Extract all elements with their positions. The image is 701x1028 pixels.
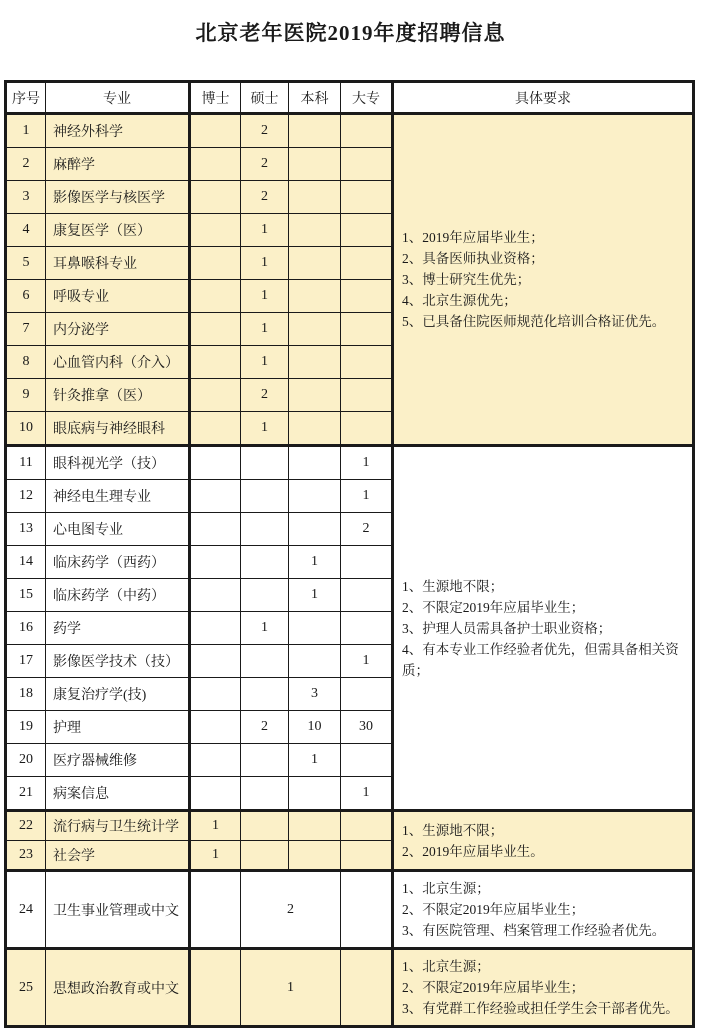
doctorate-count-cell <box>190 114 241 148</box>
bachelor-count-cell <box>289 645 341 678</box>
requirement-line: 4、北京生源优先； <box>402 293 517 308</box>
bachelor-count-cell <box>289 247 341 280</box>
doctorate-count-cell: 1 <box>190 841 241 871</box>
doctorate-count-cell <box>190 645 241 678</box>
row-number-cell: 13 <box>6 513 46 546</box>
bachelor-count-cell <box>289 181 341 214</box>
master-count-cell <box>241 645 289 678</box>
row-number-cell: 14 <box>6 546 46 579</box>
major-cell: 心血管内科（介入） <box>46 346 190 379</box>
requirements-cell <box>393 811 694 871</box>
associate-count-cell <box>341 871 393 949</box>
master-count-cell <box>241 678 289 711</box>
row-number-cell: 10 <box>6 412 46 446</box>
master-count-cell <box>241 841 289 871</box>
bachelor-count-cell <box>289 280 341 313</box>
doctorate-count-cell: 1 <box>190 811 241 841</box>
major-cell: 康复医学（医） <box>46 214 190 247</box>
master-count-cell: 2 <box>241 114 289 148</box>
requirement-line: 3、博士研究生优先； <box>402 272 531 287</box>
major-cell: 心电图专业 <box>46 513 190 546</box>
major-cell: 神经电生理专业 <box>46 480 190 513</box>
associate-count-cell <box>341 313 393 346</box>
major-cell: 临床药学（中药） <box>46 579 190 612</box>
master-count-cell <box>241 777 289 811</box>
major-cell: 医疗器械维修 <box>46 744 190 777</box>
bachelor-count-cell <box>289 214 341 247</box>
row-number-cell: 17 <box>6 645 46 678</box>
associate-count-cell: 1 <box>341 480 393 513</box>
major-cell: 康复治疗学(技) <box>46 678 190 711</box>
major-cell: 病案信息 <box>46 777 190 811</box>
row-number-cell: 15 <box>6 579 46 612</box>
column-header-master: 硕士 <box>241 82 289 114</box>
master-count-cell <box>241 513 289 546</box>
requirement-line: 5、已具备住院医师规范化培训合格证优先。 <box>402 314 666 329</box>
associate-count-cell: 2 <box>341 513 393 546</box>
doctorate-count-cell <box>190 412 241 446</box>
associate-count-cell <box>341 811 393 841</box>
table-row <box>6 871 694 949</box>
major-cell: 神经外科学 <box>46 114 190 148</box>
doctorate-count-cell <box>190 214 241 247</box>
master-count-cell: 1 <box>241 313 289 346</box>
major-cell: 社会学 <box>46 841 190 871</box>
column-header-no: 序号 <box>6 82 46 114</box>
associate-count-cell <box>341 546 393 579</box>
row-number-cell: 4 <box>6 214 46 247</box>
doctorate-count-cell <box>190 513 241 546</box>
bachelor-count-cell <box>289 446 341 480</box>
bachelor-count-cell <box>289 480 341 513</box>
row-number-cell: 2 <box>6 148 46 181</box>
table-row <box>6 114 694 148</box>
requirement-line: 1、北京生源； <box>402 881 490 896</box>
row-number-cell: 7 <box>6 313 46 346</box>
associate-count-cell <box>341 678 393 711</box>
master-count-cell: 1 <box>241 280 289 313</box>
bachelor-count-cell <box>289 379 341 412</box>
associate-count-cell <box>341 148 393 181</box>
row-number-cell: 6 <box>6 280 46 313</box>
requirement-line: 1、生源地不限； <box>402 822 504 838</box>
associate-count-cell <box>341 579 393 612</box>
requirement-line: 4、有本专业工作经验者优先，但需具备相关资质； <box>402 641 679 678</box>
bachelor-count-cell <box>289 346 341 379</box>
requirement-line: 2、具备医师执业资格； <box>402 251 544 266</box>
doctorate-count-cell <box>190 181 241 214</box>
master-count-cell <box>241 446 289 480</box>
master-count-cell: 2 <box>241 148 289 181</box>
requirements-cell <box>393 446 694 811</box>
doctorate-count-cell <box>190 949 241 1027</box>
row-number-cell: 22 <box>6 811 46 841</box>
bachelor-count-cell: 1 <box>289 546 341 579</box>
master-count-cell <box>241 579 289 612</box>
row-number-cell: 21 <box>6 777 46 811</box>
master-bachelor-merged-cell: 2 <box>241 871 341 949</box>
bachelor-count-cell <box>289 313 341 346</box>
associate-count-cell <box>341 214 393 247</box>
major-cell: 影像医学与核医学 <box>46 181 190 214</box>
recruitment-table <box>4 80 695 1028</box>
major-cell: 护理 <box>46 711 190 744</box>
associate-count-cell <box>341 379 393 412</box>
bachelor-count-cell <box>289 612 341 645</box>
bachelor-count-cell <box>289 841 341 871</box>
column-header-requirements: 具体要求 <box>393 82 694 114</box>
doctorate-count-cell <box>190 871 241 949</box>
master-count-cell: 1 <box>241 214 289 247</box>
associate-count-cell <box>341 744 393 777</box>
requirement-line: 1、2019年应届毕业生； <box>402 230 544 245</box>
requirement-line: 1、生源地不限； <box>402 578 504 594</box>
row-number-cell: 8 <box>6 346 46 379</box>
associate-count-cell: 30 <box>341 711 393 744</box>
major-cell: 卫生事业管理或中文 <box>46 871 190 949</box>
row-number-cell: 19 <box>6 711 46 744</box>
doctorate-count-cell <box>190 579 241 612</box>
doctorate-count-cell <box>190 280 241 313</box>
requirement-line: 2、不限定2019年应届毕业生； <box>402 599 585 615</box>
row-number-cell: 20 <box>6 744 46 777</box>
major-cell: 内分泌学 <box>46 313 190 346</box>
master-count-cell: 2 <box>241 711 289 744</box>
row-number-cell: 5 <box>6 247 46 280</box>
requirements-cell <box>393 114 694 446</box>
doctorate-count-cell <box>190 480 241 513</box>
requirement-line: 3、有医院管理、档案管理工作经验者优先。 <box>402 923 666 938</box>
bachelor-count-cell: 3 <box>289 678 341 711</box>
requirement-line: 3、护理人员需具备护士职业资格； <box>402 620 612 636</box>
bachelor-count-cell <box>289 513 341 546</box>
column-header-associate: 大专 <box>341 82 393 114</box>
bachelor-count-cell <box>289 412 341 446</box>
requirements-cell <box>393 871 694 949</box>
doctorate-count-cell <box>190 379 241 412</box>
row-number-cell: 11 <box>6 446 46 480</box>
doctorate-count-cell <box>190 777 241 811</box>
master-count-cell: 2 <box>241 379 289 412</box>
bachelor-count-cell: 1 <box>289 744 341 777</box>
bachelor-count-cell: 1 <box>289 579 341 612</box>
major-cell: 眼科视光学（技） <box>46 446 190 480</box>
doctorate-count-cell <box>190 346 241 379</box>
doctorate-count-cell <box>190 612 241 645</box>
row-number-cell: 3 <box>6 181 46 214</box>
row-number-cell: 18 <box>6 678 46 711</box>
major-cell: 思想政治教育或中文 <box>46 949 190 1027</box>
page-title: 北京老年医院2019年度招聘信息 <box>195 21 506 45</box>
row-number-cell: 1 <box>6 114 46 148</box>
requirement-line: 2、2019年应届毕业生。 <box>402 843 544 859</box>
associate-count-cell <box>341 114 393 148</box>
major-cell: 药学 <box>46 612 190 645</box>
major-cell: 眼底病与神经眼科 <box>46 412 190 446</box>
major-cell: 影像医学技术（技） <box>46 645 190 678</box>
master-count-cell <box>241 546 289 579</box>
requirement-line: 3、有党群工作经验或担任学生会干部者优先。 <box>402 1001 679 1016</box>
column-header-bachelor: 本科 <box>289 82 341 114</box>
associate-count-cell: 1 <box>341 777 393 811</box>
requirements-cell <box>393 949 694 1027</box>
associate-count-cell <box>341 280 393 313</box>
table-header <box>6 82 694 114</box>
master-count-cell: 2 <box>241 181 289 214</box>
doctorate-count-cell <box>190 313 241 346</box>
column-header-doctorate: 博士 <box>190 82 241 114</box>
doctorate-count-cell <box>190 546 241 579</box>
master-bachelor-merged-cell: 1 <box>241 949 341 1027</box>
requirement-line: 1、北京生源； <box>402 959 490 974</box>
bachelor-count-cell: 10 <box>289 711 341 744</box>
associate-count-cell <box>341 612 393 645</box>
master-count-cell: 1 <box>241 346 289 379</box>
doctorate-count-cell <box>190 148 241 181</box>
master-count-cell: 1 <box>241 612 289 645</box>
major-cell: 针灸推拿（医） <box>46 379 190 412</box>
doctorate-count-cell <box>190 446 241 480</box>
bachelor-count-cell <box>289 148 341 181</box>
row-number-cell: 24 <box>6 871 46 949</box>
doctorate-count-cell <box>190 247 241 280</box>
major-cell: 流行病与卫生统计学 <box>46 811 190 841</box>
bachelor-count-cell <box>289 811 341 841</box>
associate-count-cell <box>341 949 393 1027</box>
master-count-cell: 1 <box>241 412 289 446</box>
requirement-line: 2、不限定2019年应届毕业生； <box>402 902 585 917</box>
row-number-cell: 23 <box>6 841 46 871</box>
requirement-line: 2、不限定2019年应届毕业生； <box>402 980 585 995</box>
table-body <box>6 114 694 1027</box>
row-number-cell: 9 <box>6 379 46 412</box>
master-count-cell <box>241 480 289 513</box>
doctorate-count-cell <box>190 744 241 777</box>
master-count-cell <box>241 744 289 777</box>
major-cell: 临床药学（西药） <box>46 546 190 579</box>
associate-count-cell: 1 <box>341 446 393 480</box>
major-cell: 呼吸专业 <box>46 280 190 313</box>
associate-count-cell <box>341 841 393 871</box>
row-number-cell: 16 <box>6 612 46 645</box>
row-number-cell: 25 <box>6 949 46 1027</box>
associate-count-cell <box>341 247 393 280</box>
associate-count-cell <box>341 181 393 214</box>
table-row <box>6 949 694 1027</box>
header-row <box>6 82 694 114</box>
table-row <box>6 811 694 841</box>
associate-count-cell <box>341 412 393 446</box>
table-row <box>6 446 694 480</box>
associate-count-cell: 1 <box>341 645 393 678</box>
master-count-cell: 1 <box>241 247 289 280</box>
major-cell: 麻醉学 <box>46 148 190 181</box>
row-number-cell: 12 <box>6 480 46 513</box>
bachelor-count-cell <box>289 777 341 811</box>
column-header-major: 专业 <box>46 82 190 114</box>
major-cell: 耳鼻喉科专业 <box>46 247 190 280</box>
master-count-cell <box>241 811 289 841</box>
bachelor-count-cell <box>289 114 341 148</box>
doctorate-count-cell <box>190 711 241 744</box>
doctorate-count-cell <box>190 678 241 711</box>
associate-count-cell <box>341 346 393 379</box>
